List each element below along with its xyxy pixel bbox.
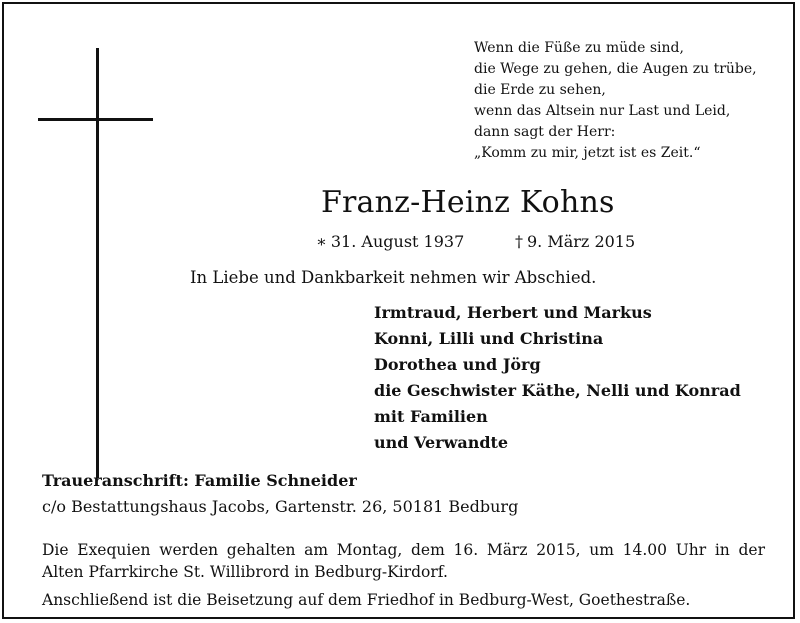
mourners-list: [374, 300, 741, 456]
mourner-line: Dorothea und Jörg: [374, 355, 541, 374]
poem-line: die Wege zu gehen, die Augen zu trübe,: [474, 61, 757, 77]
mourner-line: Irmtraud, Herbert und Markus: [374, 303, 652, 322]
birth-date-text: 31. August 1937: [330, 232, 465, 251]
poem-line: Wenn die Füße zu müde sind,: [474, 40, 684, 56]
birth-symbol-icon: ∗: [316, 232, 327, 251]
death-date: [515, 232, 635, 251]
poem-line: die Erde zu sehen,: [474, 82, 606, 98]
service-line: Alten Pfarrkirche St. Willibrord in Bedburg-Kirdorf.: [42, 563, 448, 581]
burial-info: Anschließend ist die Beisetzung auf dem Friedhof in Bedburg-West, Goethestraße.: [42, 591, 691, 609]
poem-line: dann sagt der Herr:: [474, 124, 616, 140]
obituary-notice: [2, 2, 795, 619]
mourner-line: Konni, Lilli und Christina: [374, 329, 604, 348]
service-info: [42, 539, 765, 583]
cross-icon-bar: [38, 118, 153, 121]
poem-line: „Komm zu mir, jetzt ist es Zeit.“: [474, 145, 701, 161]
poem-line: wenn das Altsein nur Last und Leid,: [474, 103, 731, 119]
service-line: Die Exequien werden gehalten am Montag, dem 16. März 2015, um 14.00 Uhr in der: [42, 541, 765, 559]
mourner-line: mit Familien: [374, 407, 488, 426]
birth-date: [316, 232, 464, 251]
farewell-text: In Liebe und Dankbarkeit nehmen wir Abschied.: [190, 268, 597, 287]
death-date-text: 9. März 2015: [527, 232, 636, 251]
cross-icon: [96, 48, 99, 478]
address-title: Traueranschrift: Familie Schneider: [42, 471, 357, 490]
mourner-line: und Verwandte: [374, 433, 509, 452]
deceased-name: Franz-Heinz Kohns: [321, 185, 615, 220]
mourning-address: [42, 468, 518, 520]
death-symbol-icon: †: [515, 232, 523, 251]
mourner-line: die Geschwister Käthe, Nelli und Konrad: [374, 381, 741, 400]
address-line: c/o Bestattungshaus Jacobs, Gartenstr. 26, 50181 Bedburg: [42, 497, 519, 516]
poem: [474, 38, 757, 164]
